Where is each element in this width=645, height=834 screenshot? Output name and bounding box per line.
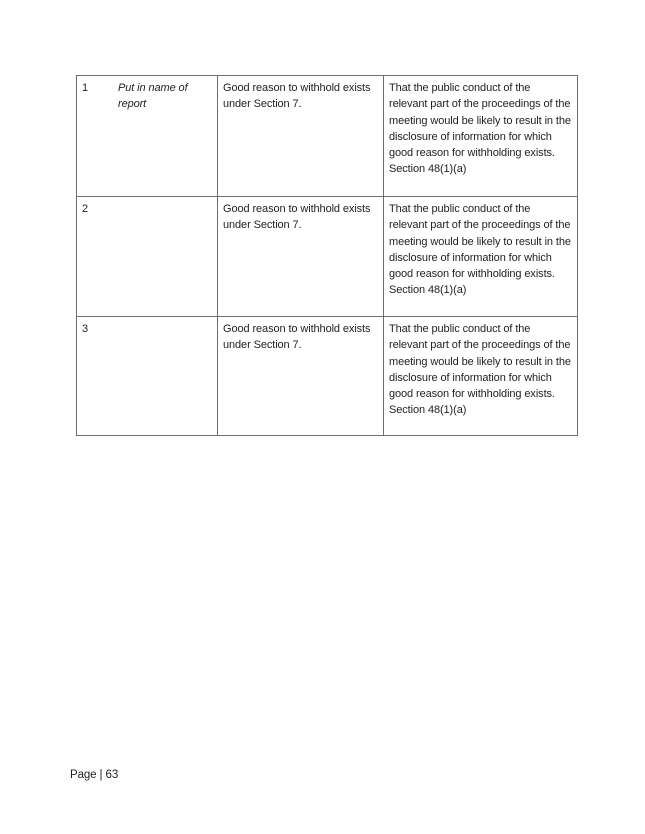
reason-cell [218,317,384,436]
ground-text: That the public conduct of the relevant part of the proceedings of the meeting would be likely to result in the disclosure of information for which good reason for withholding exists. [389,323,571,401]
ground-cell [384,197,578,317]
table-row [77,197,578,317]
ground-cell [384,76,578,197]
item-number: 2 [82,203,89,215]
table-row [77,76,578,197]
item-number-cell [77,76,218,197]
reason-text: Good reason to withhold exists under Section 7. [223,323,371,352]
item-number-cell [77,317,218,436]
section-reference: Section 48(1)(a) [389,163,467,176]
item-number: 3 [82,323,89,335]
section-reference: Section 48(1)(a) [389,284,467,297]
reason-text: Good reason to withhold exists under Section 7. [223,82,371,111]
reason-cell [218,197,384,317]
item-number: 1 [82,82,89,94]
reason-cell [218,76,384,197]
table-row [77,317,578,436]
ground-text: That the public conduct of the relevant part of the proceedings of the meeting would be likely to result in the disclosure of information for which good reason for withholding exists. [389,82,571,160]
ground-cell [384,317,578,436]
ground-text: That the public conduct of the relevant part of the proceedings of the meeting would be likely to result in the disclosure of information for which good reason for withholding exists. [389,203,571,281]
item-number-cell [77,197,218,317]
reason-text: Good reason to withhold exists under Section 7. [223,203,371,232]
resolutions-table [76,75,578,436]
item-note: Put in name of report [118,82,188,111]
page-footer: Page | 63 [70,769,119,781]
section-reference: Section 48(1)(a) [389,404,467,417]
